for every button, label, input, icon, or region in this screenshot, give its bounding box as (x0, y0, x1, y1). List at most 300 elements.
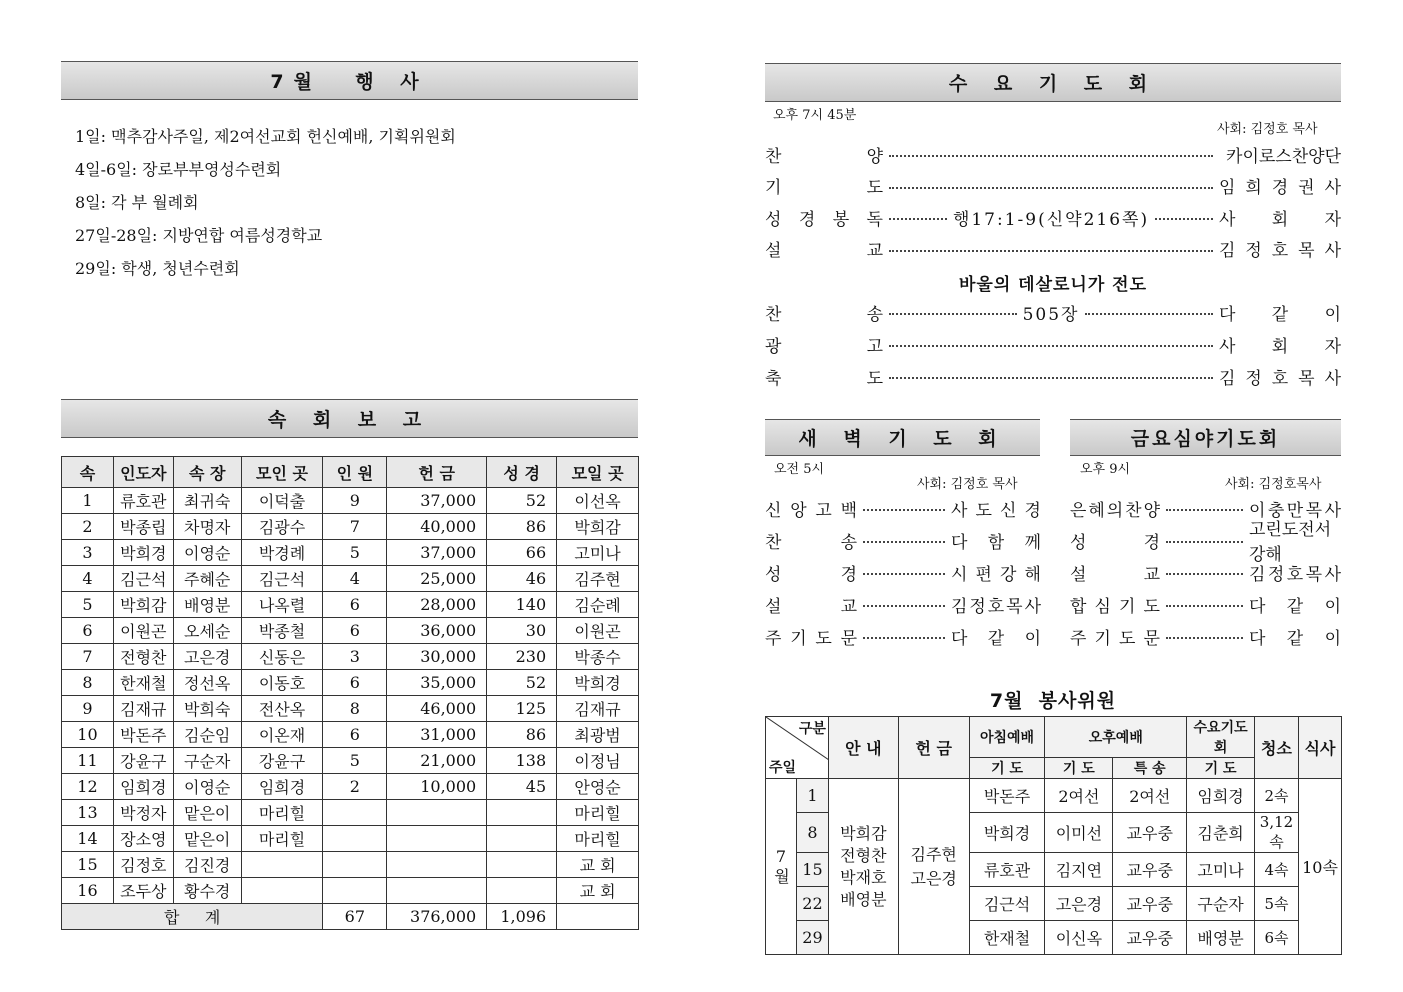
report-cell: 이원곤 (557, 618, 639, 644)
report-cell: 4 (323, 566, 387, 592)
report-cell (323, 826, 387, 852)
event-item: 1일: 맥추감사주일, 제2여선교회 헌신예배, 기획위원회 (75, 127, 456, 146)
friday-time: 오후 9시 (1080, 462, 1131, 477)
report-cell: 박정자 (113, 800, 173, 826)
dawn-title: 새 벽 기 도 회 (798, 428, 1007, 450)
report-cell: 오세순 (173, 618, 241, 644)
report-row (62, 566, 639, 592)
report-cell: 교 회 (557, 878, 639, 904)
total-label: 합 계 (62, 904, 323, 930)
order-row (1070, 621, 1341, 651)
sermon-title: 바울의 데살로니가 전도 (958, 275, 1148, 295)
service-cell: 이미선 (1045, 813, 1113, 853)
dot-leader (1155, 218, 1213, 220)
report-cell (487, 826, 557, 852)
dot-leader (889, 377, 1213, 379)
report-cell: 이동호 (241, 670, 323, 696)
order-label: 광 고 (765, 336, 883, 357)
event-item: 27일-28일: 지방연합 여름성경학교 (75, 226, 323, 245)
report-cell: 이정님 (557, 748, 639, 774)
report-cell: 임희경 (241, 774, 323, 800)
order-value: 카이로스찬양단 (1226, 146, 1341, 167)
report-cell: 박종철 (241, 618, 323, 644)
header-cell: 속 장 (173, 457, 241, 488)
report-row (62, 878, 639, 904)
report-cell: 21,000 (387, 748, 487, 774)
report-cell: 구순자 (173, 748, 241, 774)
order-row (765, 557, 1041, 587)
afternoon-header: 오후예배 (1045, 717, 1187, 758)
service-cell: 4속 (1255, 853, 1299, 887)
report-cell: 8 (323, 696, 387, 722)
service-cell: 2여선 (1113, 779, 1187, 813)
order-label: 성 경 (765, 564, 857, 585)
order-value: 시 편 강 해 (951, 564, 1041, 585)
meal-cell: 10속 (1298, 779, 1341, 955)
report-cell: 전산옥 (241, 696, 323, 722)
report-cell (487, 852, 557, 878)
report-title-bar (61, 399, 638, 438)
report-row (62, 852, 639, 878)
report-row (62, 540, 639, 566)
special-song-header: 특 송 (1113, 758, 1187, 779)
total-blank (557, 904, 639, 930)
report-cell: 125 (487, 696, 557, 722)
order-value: 다 같 이 (1249, 628, 1341, 649)
wednesday-title: 수 요 기 도 회 (948, 73, 1158, 95)
report-cell: 3 (62, 540, 114, 566)
report-total-row (62, 904, 639, 930)
service-cell: 김근석 (969, 887, 1045, 921)
report-cell: 10,000 (387, 774, 487, 800)
report-cell: 46,000 (387, 696, 487, 722)
dot-leader (863, 573, 945, 575)
order-value: 다 함 께 (951, 532, 1041, 553)
report-cell: 30,000 (387, 644, 487, 670)
report-cell: 김주현 (557, 566, 639, 592)
event-item: 8일: 각 부 월례회 (75, 193, 199, 212)
report-cell: 10 (62, 722, 114, 748)
report-cell: 1 (62, 488, 114, 514)
report-cell: 2 (62, 514, 114, 540)
report-cell: 김진경 (173, 852, 241, 878)
service-cell: 6속 (1255, 921, 1299, 955)
report-cell: 박종수 (557, 644, 639, 670)
report-cell: 6 (323, 592, 387, 618)
report-cell: 5 (62, 592, 114, 618)
order-value: 사 도 신 경 (951, 500, 1041, 521)
report-table (61, 456, 639, 930)
order-row (765, 621, 1041, 651)
report-cell: 강윤구 (241, 748, 323, 774)
report-cell: 3 (323, 644, 387, 670)
wednesday-pray-header: 기 도 (1187, 758, 1255, 779)
sunday-date: 1 (796, 779, 828, 813)
service-cell: 2속 (1255, 779, 1299, 813)
order-row (765, 202, 1341, 232)
report-cell: 임희경 (113, 774, 173, 800)
report-cell: 9 (323, 488, 387, 514)
report-cell: 장소영 (113, 826, 173, 852)
report-cell: 주혜순 (173, 566, 241, 592)
events-list (75, 120, 456, 285)
report-cell: 전형찬 (113, 644, 173, 670)
dot-leader (889, 250, 1213, 252)
report-cell: 김순례 (557, 592, 639, 618)
order-row (1070, 520, 1341, 565)
dawn-host: 사회: 김정호 목사 (917, 477, 1018, 492)
service-cell: 5속 (1255, 887, 1299, 921)
order-value: 김 정 호 목 사 (951, 596, 1041, 617)
header-cell: 모일 곳 (557, 457, 639, 488)
order-row (765, 525, 1041, 555)
total-offering: 376,000 (387, 904, 487, 930)
order-row (1070, 589, 1341, 619)
total-people: 67 (323, 904, 387, 930)
report-cell: 배영분 (173, 592, 241, 618)
dot-leader (1085, 313, 1213, 315)
order-detail: 행17:1-9(신약216쪽) (952, 209, 1150, 230)
report-cell: 14 (62, 826, 114, 852)
report-cell: 140 (487, 592, 557, 618)
report-cell: 박희경 (557, 670, 639, 696)
service-cell: 류호관 (969, 853, 1045, 887)
report-cell: 맡은이 (173, 800, 241, 826)
report-cell: 45 (487, 774, 557, 800)
report-cell: 김재규 (113, 696, 173, 722)
order-row (765, 361, 1341, 391)
event-item: 4일-6일: 장로부부영성수련회 (75, 160, 282, 179)
report-cell: 52 (487, 488, 557, 514)
header-cell: 속 (62, 457, 114, 488)
report-row (62, 800, 639, 826)
dot-leader (1166, 509, 1243, 511)
dawn-title-bar (765, 419, 1040, 456)
order-label: 성 경 봉 독 (765, 209, 883, 230)
report-cell: 마리힐 (557, 800, 639, 826)
morning-pray-header: 기 도 (969, 758, 1045, 779)
service-cell: 교우중 (1113, 921, 1187, 955)
header-cell: 인도자 (113, 457, 173, 488)
report-cell: 46 (487, 566, 557, 592)
report-cell: 김순임 (173, 722, 241, 748)
service-table (765, 716, 1342, 955)
report-cell: 28,000 (387, 592, 487, 618)
order-label: 설 교 (1070, 564, 1160, 585)
report-cell: 15 (62, 852, 114, 878)
report-cell: 김광수 (241, 514, 323, 540)
service-cell: 2여선 (1045, 779, 1113, 813)
service-cell: 교우중 (1113, 813, 1187, 853)
report-cell: 김근석 (113, 566, 173, 592)
report-cell (487, 800, 557, 826)
dot-leader (889, 187, 1213, 189)
report-cell: 강윤구 (113, 748, 173, 774)
order-value: 김 정 호 목 사 (1219, 368, 1341, 389)
order-value: 사 회 자 (1219, 336, 1341, 357)
order-value: 다 같 이 (951, 628, 1041, 649)
report-cell (387, 852, 487, 878)
report-row (62, 826, 639, 852)
service-cell: 구순자 (1187, 887, 1255, 921)
order-detail: 505장 (1022, 304, 1080, 325)
report-cell: 최광범 (557, 722, 639, 748)
service-cell: 김춘희 (1187, 813, 1255, 853)
order-value: 이 충 만 목 사 (1249, 500, 1341, 521)
order-value: 김 정 호 목 사 (1249, 564, 1341, 585)
report-cell: 35,000 (387, 670, 487, 696)
report-cell: 13 (62, 800, 114, 826)
order-row (765, 171, 1341, 201)
order-label: 찬 양 (765, 146, 883, 167)
report-cell: 신동은 (241, 644, 323, 670)
report-row (62, 644, 639, 670)
dot-leader (889, 218, 947, 220)
order-value: 다 같 이 (1249, 596, 1341, 617)
report-cell: 25,000 (387, 566, 487, 592)
report-cell: 40,000 (387, 514, 487, 540)
report-cell: 나옥렬 (241, 592, 323, 618)
afternoon-pray-header: 기 도 (1045, 758, 1113, 779)
report-cell: 황수경 (173, 878, 241, 904)
report-cell: 86 (487, 514, 557, 540)
order-row (765, 234, 1341, 264)
guide-members: 박희감 전형찬 박재호 배영분 (828, 779, 898, 955)
report-cell: 이원곤 (113, 618, 173, 644)
dot-leader (1166, 637, 1243, 639)
header-cell: 성 경 (487, 457, 557, 488)
report-row (62, 722, 639, 748)
report-cell: 31,000 (387, 722, 487, 748)
morning-header: 아침예배 (969, 717, 1045, 758)
sunday-date: 15 (796, 853, 828, 887)
service-cell: 박희경 (969, 813, 1045, 853)
header-cell: 인 원 (323, 457, 387, 488)
report-cell: 7 (323, 514, 387, 540)
dot-leader (1166, 541, 1243, 543)
report-cell: 차명자 (173, 514, 241, 540)
report-row (62, 618, 639, 644)
report-cell: 마리힐 (241, 800, 323, 826)
service-cell: 이신옥 (1045, 921, 1113, 955)
order-value: 사 회 자 (1219, 209, 1342, 230)
report-cell: 박희감 (557, 514, 639, 540)
report-cell: 5 (323, 748, 387, 774)
events-title-bar (61, 61, 638, 100)
service-cell: 교우중 (1113, 853, 1187, 887)
dot-leader (1166, 573, 1243, 575)
corner-bottom-label: 주일 (769, 760, 797, 776)
report-cell: 박종립 (113, 514, 173, 540)
report-cell: 이선옥 (557, 488, 639, 514)
report-cell: 이영순 (173, 540, 241, 566)
report-cell: 230 (487, 644, 557, 670)
report-cell: 박돈주 (113, 722, 173, 748)
report-row (62, 488, 639, 514)
dot-leader (1166, 605, 1243, 607)
report-cell: 김정호 (113, 852, 173, 878)
order-row (765, 493, 1041, 523)
clean-header: 청소 (1255, 717, 1299, 779)
report-cell: 4 (62, 566, 114, 592)
report-cell: 이영순 (173, 774, 241, 800)
report-cell: 마리힐 (557, 826, 639, 852)
service-cell: 김지연 (1045, 853, 1113, 887)
report-cell: 5 (323, 540, 387, 566)
report-cell (323, 852, 387, 878)
report-cell: 138 (487, 748, 557, 774)
wednesday-time: 오후 7시 45분 (773, 108, 857, 123)
report-cell: 86 (487, 722, 557, 748)
report-cell: 30 (487, 618, 557, 644)
friday-title: 금요심야기도회 (1130, 428, 1281, 450)
report-cell: 이온재 (241, 722, 323, 748)
order-label: 찬 송 (765, 304, 883, 325)
report-cell: 6 (62, 618, 114, 644)
service-cell: 박돈주 (969, 779, 1045, 813)
report-cell: 맡은이 (173, 826, 241, 852)
service-cell: 교우중 (1113, 887, 1187, 921)
service-row (766, 779, 1342, 813)
order-value: 다 같 이 (1219, 304, 1341, 325)
report-cell: 6 (323, 670, 387, 696)
header-cell: 모인 곳 (241, 457, 323, 488)
meal-header: 식사 (1298, 717, 1341, 779)
report-cell (387, 826, 487, 852)
corner-top-label: 구분 (798, 721, 826, 737)
report-cell: 고미나 (557, 540, 639, 566)
report-cell: 37,000 (387, 540, 487, 566)
report-cell: 9 (62, 696, 114, 722)
order-value: 고린도전서강해 (1249, 520, 1332, 565)
event-item: 29일: 학생, 청년수련회 (75, 259, 240, 278)
wednesday-host: 사회: 김정호 목사 (1217, 122, 1318, 137)
order-value: 임 희 경 권 사 (1219, 178, 1341, 198)
total-bible: 1,096 (487, 904, 557, 930)
report-cell (387, 878, 487, 904)
report-cell: 마리힐 (241, 826, 323, 852)
service-cell: 고미나 (1187, 853, 1255, 887)
dot-leader (889, 155, 1213, 157)
order-row (765, 589, 1041, 619)
offering-members: 김주현 고은경 (898, 779, 969, 955)
report-cell: 박희경 (113, 540, 173, 566)
report-cell: 고은경 (173, 644, 241, 670)
sunday-date: 22 (796, 887, 828, 921)
order-row (765, 139, 1341, 169)
friday-host: 사회: 김정호목사 (1225, 477, 1322, 492)
header-cell: 헌 금 (387, 457, 487, 488)
dot-leader (863, 509, 945, 511)
report-row (62, 774, 639, 800)
report-cell: 안영순 (557, 774, 639, 800)
service-cell: 배영분 (1187, 921, 1255, 955)
order-row (1070, 557, 1341, 587)
report-cell: 6 (323, 722, 387, 748)
report-cell (323, 800, 387, 826)
report-row (62, 592, 639, 618)
friday-title-bar (1070, 419, 1341, 456)
order-label: 신 앙 고 백 (765, 500, 857, 521)
report-title: 속 회 보 고 (267, 409, 432, 431)
report-cell: 2 (323, 774, 387, 800)
guide-header: 안 내 (828, 717, 898, 779)
service-cell: 한재철 (969, 921, 1045, 955)
order-label: 기 도 (765, 178, 883, 198)
order-label: 찬 송 (765, 532, 857, 553)
report-header-row (62, 457, 639, 488)
sunday-date: 29 (796, 921, 828, 955)
order-label: 주 기 도 문 (1070, 628, 1160, 649)
report-cell (241, 852, 323, 878)
dawn-time: 오전 5시 (774, 462, 825, 477)
order-label: 설 교 (765, 596, 857, 617)
report-cell: 김근석 (241, 566, 323, 592)
report-cell: 최귀숙 (173, 488, 241, 514)
report-row (62, 514, 639, 540)
report-cell: 8 (62, 670, 114, 696)
order-value: 김 정 호 목 사 (1219, 241, 1341, 261)
events-title: 7월 행 사 (270, 71, 429, 93)
report-cell: 37,000 (387, 488, 487, 514)
report-cell: 12 (62, 774, 114, 800)
offering-header: 헌 금 (898, 717, 969, 779)
report-cell: 66 (487, 540, 557, 566)
order-row (765, 329, 1341, 359)
report-cell: 류호관 (113, 488, 173, 514)
report-cell: 김재규 (557, 696, 639, 722)
report-cell: 52 (487, 670, 557, 696)
report-cell: 16 (62, 878, 114, 904)
report-cell: 한재철 (113, 670, 173, 696)
wednesday-header: 수요기도회 (1187, 717, 1255, 758)
order-label: 주 기 도 문 (765, 628, 857, 649)
report-cell: 박경례 (241, 540, 323, 566)
order-label: 합 심 기 도 (1070, 596, 1160, 617)
month-cell: 7월 (766, 779, 797, 955)
dot-leader (863, 637, 945, 639)
report-cell: 교 회 (557, 852, 639, 878)
report-cell: 36,000 (387, 618, 487, 644)
dot-leader (889, 345, 1213, 347)
report-cell: 박희숙 (173, 696, 241, 722)
report-cell: 6 (323, 618, 387, 644)
report-cell (241, 878, 323, 904)
dot-leader (863, 605, 945, 607)
report-cell: 정선옥 (173, 670, 241, 696)
corner-cell (766, 717, 829, 779)
report-cell (487, 878, 557, 904)
report-cell (387, 800, 487, 826)
report-cell: 7 (62, 644, 114, 670)
dot-leader (863, 541, 945, 543)
order-label: 성 경 (1070, 532, 1160, 553)
service-title: 7월 봉사위원 (989, 690, 1117, 712)
report-row (62, 748, 639, 774)
wednesday-title-bar (765, 63, 1341, 102)
report-cell: 11 (62, 748, 114, 774)
report-row (62, 696, 639, 722)
report-cell: 조두상 (113, 878, 173, 904)
service-cell: 고은경 (1045, 887, 1113, 921)
report-cell: 박희감 (113, 592, 173, 618)
report-cell (323, 878, 387, 904)
dot-leader (889, 313, 1017, 315)
report-cell: 이덕출 (241, 488, 323, 514)
service-cell: 3,12속 (1255, 813, 1299, 853)
report-row (62, 670, 639, 696)
order-label: 은 혜 의 찬 양 (1070, 500, 1160, 521)
